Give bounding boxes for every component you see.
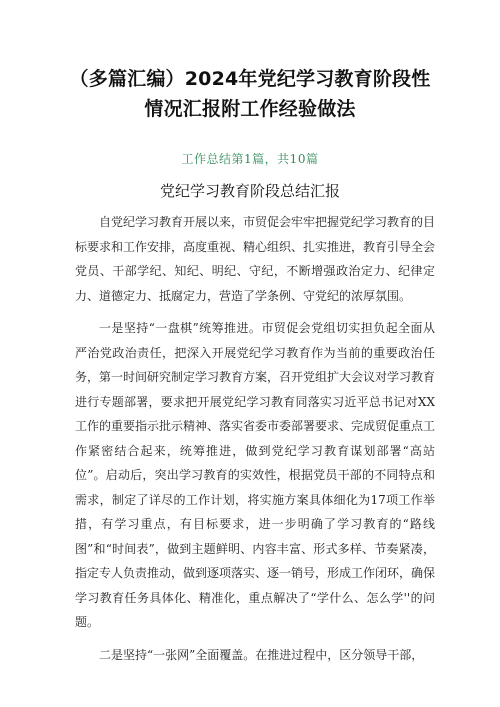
paragraph-point-one: 一是坚持“一盘棋”统筹推进。市贸促会党组切实担负起全面从严治党政治责任，把深入开展党纪学习教育作为当前的重要政治任务，第一时间研究制定学习教育方案，召开党组扩大会议对学习教育进行专题部署，要求把开展党纪学习教育同落实习近平总书记对XX工作的重要指示批示精神、落实省委市委部署要求、完成贸促重点工作紧密结合起来，统筹推进，做到党纪学习教育谋划部署“高站位”。启动后，突出学习教育的实效性，根据党员干部的不同特点和需求，制定了详尽的工作计划，将实施方案具体细化为17项工作举措，有学习重点，有目标要求，进一步明确了学习教育的“路线图”和“时间表”，做到主题鲜明、内容丰富、形式多样、节奏紧凑，指定专人负责推动，做到逐项落实、逐一销号，形成工作闭环，确保学习教育任务具体化、精准化，重点解决了“学什么、怎么学''的问题。 — [75, 321, 436, 629]
paragraph-point-two: 二是坚持“一张网”全面覆盖。在推进过程中，区分领导干部， — [99, 647, 424, 662]
section-title: 党纪学习教育阶段总结汇报 — [159, 182, 340, 200]
summary-count-label: 工作总结第1篇，共10篇 — [181, 152, 319, 166]
paragraph-intro: 自党纪学习教育开展以来，市贸促会牢牢把握党纪学习教育的目标要求和工作安排，高度重视、精心组织、扎实推进，教育引导全会党员、干部学纪、知纪、明纪、守纪，不断增强政治定力、纪律定力、道德定力、抵腐定力，营造了学条例、守党纪的浓厚氛围。 — [75, 215, 436, 303]
document-title-line-2: 情况汇报附工作经验做法 — [144, 98, 356, 120]
document-body — [75, 210, 435, 675]
document-title-line-1: （多篇汇编）2024年党纪学习教育阶段性 — [69, 68, 431, 90]
